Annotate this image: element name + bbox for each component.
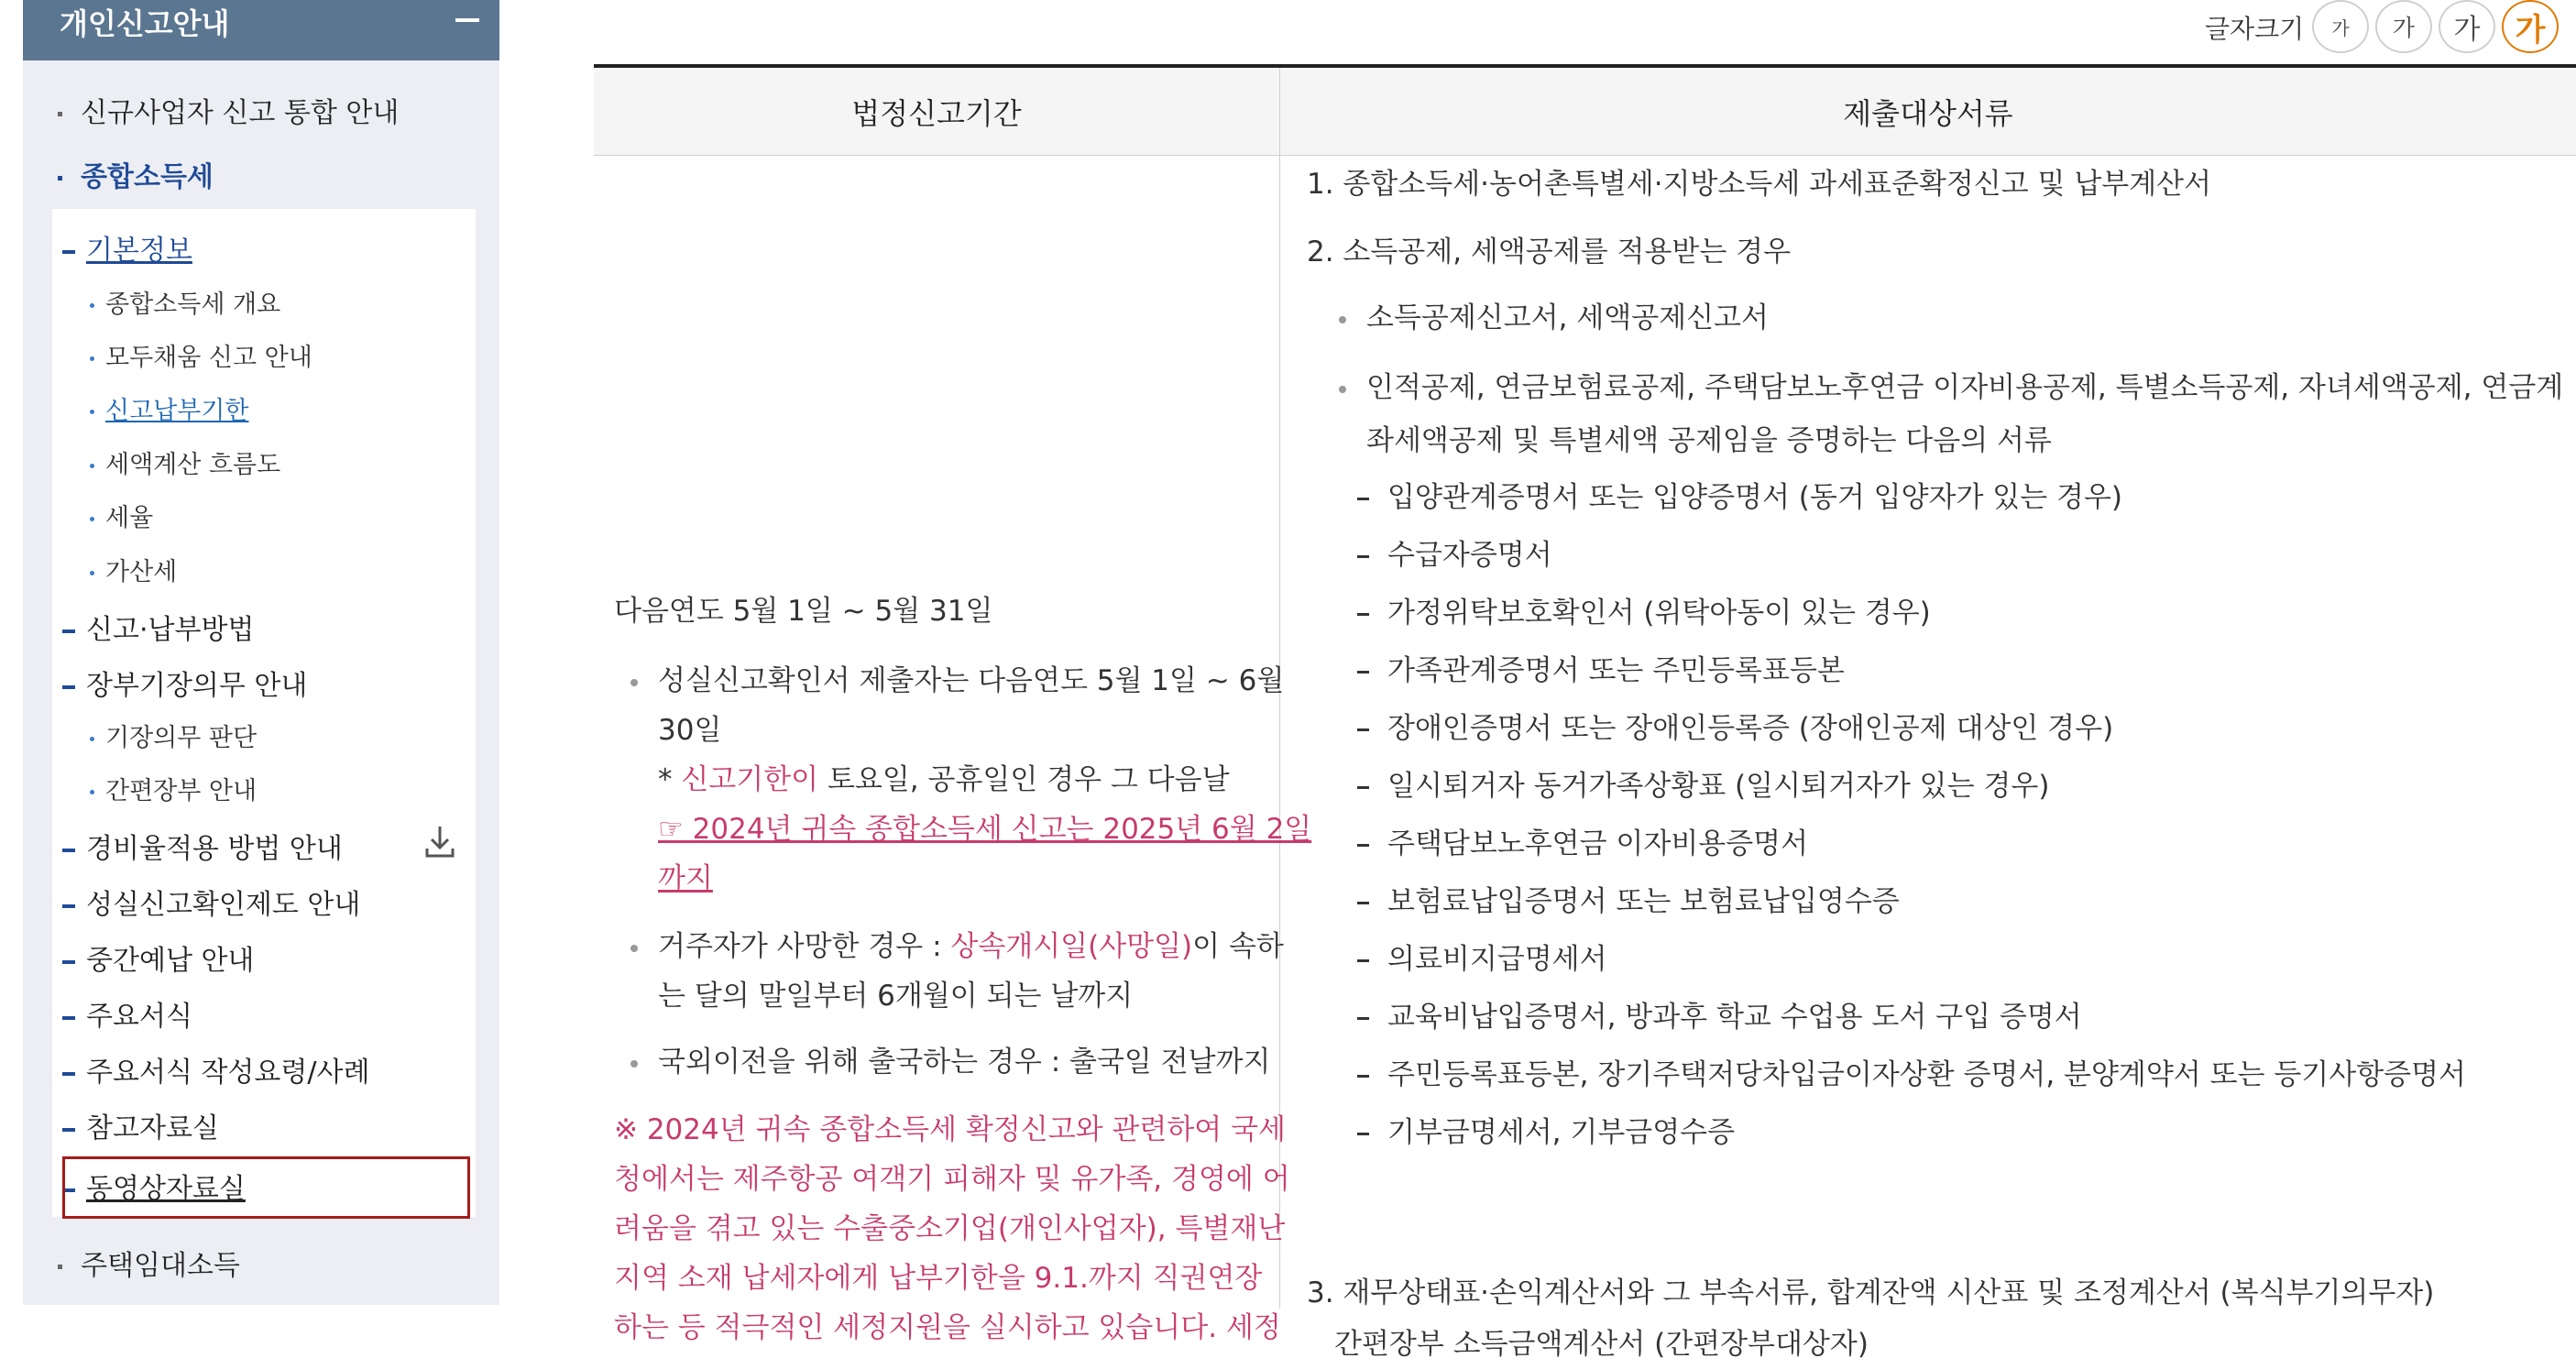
proof-document: 기부금명세서, 기부금영수증 [1357, 1108, 1735, 1157]
proof-document: 가정위탁보호확인서 (위탁아동이 있는 경우) [1357, 588, 1931, 638]
dash-icon [62, 1072, 75, 1076]
bullet-icon [90, 517, 94, 521]
sidebar-item-interim-prepayment[interactable]: 중간예납 안내 [62, 937, 254, 978]
document-item-2: 2. 소득공제, 세액공제를 적용받는 경우 [1307, 235, 1792, 268]
dash-icon [1357, 728, 1369, 731]
sidebar-item-video-room[interactable]: 동영상자료실 [62, 1166, 246, 1206]
dash-icon [1357, 1133, 1369, 1135]
dash-icon [1357, 959, 1369, 962]
dash-icon [62, 904, 75, 908]
sidebar-item-main-forms[interactable]: 주요서식 [62, 993, 192, 1034]
filing-period: 다음연도 5월 1일 ~ 5월 31일 [614, 595, 993, 628]
bullet-icon [90, 356, 94, 361]
sidebar-header[interactable] [23, 0, 499, 60]
sidebar-header-title: 개인신고안내 [60, 6, 230, 41]
notice-line: 려움을 겪고 있는 수출중소기업(개인사업자), 특별재난 [614, 1212, 1286, 1245]
sidebar-subitem-penalty[interactable]: 가산세 [90, 552, 177, 587]
dash-icon [1357, 1075, 1369, 1078]
document-item-2-bullet-cont: 좌세액공제 및 특별세액 공제임을 증명하는 다음의 서류 [1366, 424, 2052, 457]
sidebar-subitem-overview[interactable]: 종합소득세 개요 [90, 284, 280, 320]
column-header-period: 법정신고기간 [851, 96, 1022, 131]
dash-icon [1357, 671, 1369, 674]
sidebar-item-filing-method[interactable]: 신고·납부방법 [62, 607, 254, 647]
dash-icon [1357, 902, 1369, 904]
faithful-report-bullet-cont: 30일 [658, 714, 722, 747]
bullet-icon [90, 464, 94, 468]
sidebar-item-housing-rental[interactable]: 주택임대소득 [58, 1243, 240, 1283]
document-item-3: 3. 재무상태표·손익계산서와 그 부속서류, 합계잔액 시산표 및 조정계산서 (복식부기의무자) [1307, 1276, 2435, 1309]
dash-icon [1357, 844, 1369, 847]
sidebar-item-faithful-report[interactable]: 성실신고확인제도 안내 [62, 882, 360, 922]
deceased-bullet-cont: 는 달의 말일부터 6개월이 되는 날까지 [658, 980, 1134, 1013]
bullet-icon [630, 1060, 638, 1068]
bullet-icon [58, 176, 62, 181]
dash-icon [1357, 786, 1369, 789]
collapse-icon[interactable] [455, 18, 479, 22]
deadline-link-cont[interactable]: 까지 [658, 862, 713, 895]
bullet-icon [90, 303, 94, 308]
deadline-table [594, 64, 2576, 1361]
dash-icon [62, 630, 75, 633]
dash-icon [62, 1016, 75, 1020]
sidebar-subitem-deadline[interactable]: 신고납부기한 [90, 390, 249, 426]
dash-icon [1357, 498, 1369, 500]
sidebar-item-bookkeeping[interactable]: 장부기장의무 안내 [62, 663, 307, 703]
sidebar-item-forms-guide[interactable]: 주요서식 작성요령/사례 [62, 1049, 369, 1090]
dash-icon [1357, 613, 1369, 616]
notice-line: 하는 등 적극적인 세정지원을 실시하고 있습니다. 세정 [614, 1311, 1281, 1344]
notice-line: ※ 2024년 귀속 종합소득세 확정신고와 관련하여 국세 [614, 1113, 1286, 1146]
bullet-icon [630, 679, 638, 686]
proof-document: 수급자증명서 [1357, 531, 1552, 580]
proof-document: 주택담보노후연금 이자비용증명서 [1357, 819, 1808, 869]
bullet-icon [1339, 386, 1346, 393]
bullet-icon [1339, 316, 1346, 323]
sidebar-subitem-prefill[interactable]: 모두채움 신고 안내 [90, 337, 312, 373]
proof-document: 교육비납입증명서, 방과후 학교 수업용 도서 구입 증명서 [1357, 992, 2082, 1042]
proof-document: 가족관계증명서 또는 주민등록표등본 [1357, 646, 1845, 695]
document-item-1: 1. 종합소득세·농어촌특별세·지방소득세 과세표준확정신고 및 납부계산서 [1307, 168, 2212, 201]
focus-outline [62, 1156, 470, 1219]
proof-document: 일시퇴거자 동거가족상황표 (일시퇴거자가 있는 경우) [1357, 761, 2049, 811]
proof-document: 의료비지급명세서 [1357, 935, 1607, 984]
sidebar-subitem-calc-flow[interactable]: 세액계산 흐름도 [90, 444, 280, 480]
sidebar-item-new-business[interactable]: 신규사업자 신고 통합 안내 [58, 90, 399, 130]
emigration-bullet: 국외이전을 위해 출국하는 경우 : 출국일 전날까지 [630, 1037, 1271, 1087]
font-size-large-button[interactable]: 가 [2439, 0, 2495, 53]
notice-line: 지역 소재 납세자에게 납부기한을 9.1.까지 직권연장 [614, 1262, 1263, 1295]
holiday-note-highlight: 신고기한이 [681, 763, 819, 796]
bullet-icon [90, 410, 94, 414]
sidebar [23, 0, 499, 1305]
sidebar-subitem-simple-books[interactable]: 간편장부 안내 [90, 771, 257, 806]
deceased-highlight: 상속개시일(사망일) [950, 930, 1193, 963]
dash-icon [62, 250, 75, 254]
sidebar-item-basic-info[interactable]: 기본정보 [62, 227, 192, 268]
bullet-icon [90, 790, 94, 794]
proof-document: 장애인증명서 또는 장애인등록증 (장애인공제 대상인 경우) [1357, 704, 2113, 753]
dash-icon [62, 685, 75, 689]
dash-icon [1357, 1017, 1369, 1020]
bullet-icon [58, 112, 62, 116]
font-size-medium-button[interactable]: 가 [2375, 0, 2432, 53]
bullet-icon [630, 945, 638, 952]
dash-icon [1357, 555, 1369, 558]
bullet-icon [90, 737, 94, 741]
document-item-2-bullet: 소득공제신고서, 세액공제신고서 [1339, 293, 1769, 343]
bullet-icon [58, 1265, 62, 1269]
proof-document: 주민등록표등본, 장기주택저당차입금이자상환 증명서, 분양계약서 또는 등기사항증명서 [1357, 1050, 2466, 1100]
font-size-label: 글자크기 [2205, 14, 2305, 44]
document-item-2-bullet: 인적공제, 연금보험료공제, 주택담보노후연금 이자비용공제, 특별소득공제, 자녀세액공제, 연금계 [1339, 363, 2563, 412]
proof-document: 입양관계증명서 또는 입양증명서 (동거 입양자가 있는 경우) [1357, 473, 2122, 522]
deceased-bullet: 거주자가 사망한 경우 : 상속개시일(사망일)이 속하 [630, 922, 1284, 971]
proof-document: 보험료납입증명서 또는 보험료납입영수증 [1357, 877, 1900, 926]
sidebar-item-reference-room[interactable]: 참고자료실 [62, 1105, 219, 1145]
dash-icon [62, 849, 75, 852]
download-icon[interactable] [424, 823, 455, 860]
font-size-xlarge-button[interactable]: 가 [2502, 0, 2559, 53]
deadline-link[interactable]: ☞ 2024년 귀속 종합소득세 신고는 2025년 6월 2일 [658, 813, 1312, 846]
holiday-note: * 신고기한이 토요일, 공휴일인 경우 그 다음날 [658, 763, 1230, 796]
faithful-report-bullet: 성실신고확인서 제출자는 다음연도 5월 1일 ~ 6월 [630, 656, 1284, 706]
dash-icon [62, 960, 75, 964]
table-header-row [594, 68, 2576, 156]
notice-line: 청에서는 제주항공 여객기 피해자 및 유가족, 경영에 어 [614, 1163, 1290, 1196]
sidebar-subitem-tax-rate[interactable]: 세율 [90, 498, 153, 533]
sidebar-item-global-income-tax[interactable]: 종합소득세 [58, 154, 214, 194]
column-header-documents: 제출대상서류 [1843, 96, 2013, 131]
font-size-small-button[interactable]: 가 [2312, 0, 2369, 53]
document-item-3-cont: 간편장부 소득금액계산서 (간편장부대상자) [1334, 1328, 1869, 1361]
sidebar-item-expense-rate[interactable]: 경비율적용 방법 안내 [62, 826, 343, 866]
sidebar-subitem-bookkeeping-judgment[interactable]: 기장의무 판단 [90, 717, 257, 753]
bullet-icon [90, 571, 94, 575]
dash-icon [62, 1128, 75, 1132]
